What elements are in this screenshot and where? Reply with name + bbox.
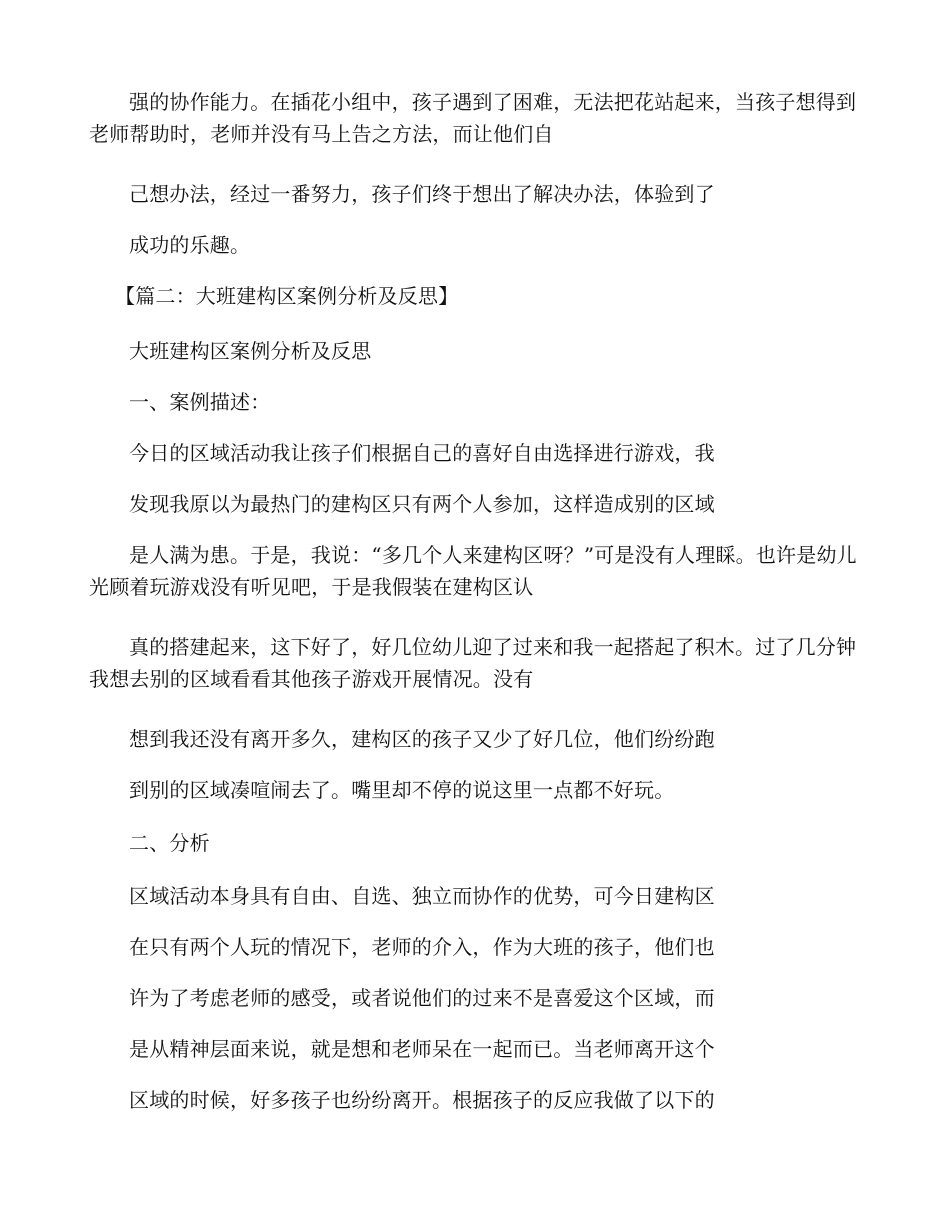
paragraph-3: 成功的乐趣。 [129, 233, 251, 257]
paragraph-10: 区域活动本身具有自由、自选、独立而协作的优势，可今日建构区 [129, 884, 715, 908]
paragraph-4: 今日的区域活动我让孩子们根据自己的喜好自由选择进行游戏，我 [129, 441, 715, 465]
subheading-analysis: 二、分析 [129, 831, 210, 855]
paragraph-11: 在只有两个人玩的情况下，老师的介入，作为大班的孩子，他们也 [129, 935, 715, 959]
paragraph-8: 想到我还没有离开多久，建构区的孩子又少了好几位，他们纷纷跑 [129, 727, 715, 751]
subheading-case-description: 一、案例描述： [129, 390, 271, 414]
paragraph-6: 是人满为患。于是，我说：“多几个人来建构区呀？”可是没有人理睬。也许是幼儿光顾着玩游戏没有听见吧，于是我假装在建构区认 [89, 543, 857, 599]
paragraph-9: 到别的区域凑喧闹去了。嘴里却不停的说这里一点都不好玩。 [129, 778, 675, 802]
section-heading: 【篇二：大班建构区案例分析及反思】 [115, 284, 459, 308]
paragraph-1: 强的协作能力。在插花小组中，孩子遇到了困难，无法把花站起来，当孩子想得到老师帮助时，老师并没有马上告之方法，而让他们自 [89, 90, 857, 146]
paragraph-2: 己想办法，经过一番努力，孩子们终于想出了解决办法，体验到了 [129, 182, 715, 206]
paragraph-7: 真的搭建起来，这下好了，好几位幼儿迎了过来和我一起搭起了积木。过了几分钟我想去别的区域看看其他孩子游戏开展情况。没有 [89, 635, 857, 691]
paragraph-13: 是从精神层面来说，就是想和老师呆在一起而已。当老师离开这个 [129, 1037, 715, 1061]
paragraph-14: 区域的时候，好多孩子也纷纷离开。根据孩子的反应我做了以下的 [129, 1088, 715, 1112]
article-title: 大班建构区案例分析及反思 [129, 339, 372, 363]
paragraph-12: 许为了考虑老师的感受，或者说他们的过来不是喜爱这个区域，而 [129, 986, 715, 1010]
paragraph-5: 发现我原以为最热门的建构区只有两个人参加，这样造成别的区域 [129, 492, 715, 516]
